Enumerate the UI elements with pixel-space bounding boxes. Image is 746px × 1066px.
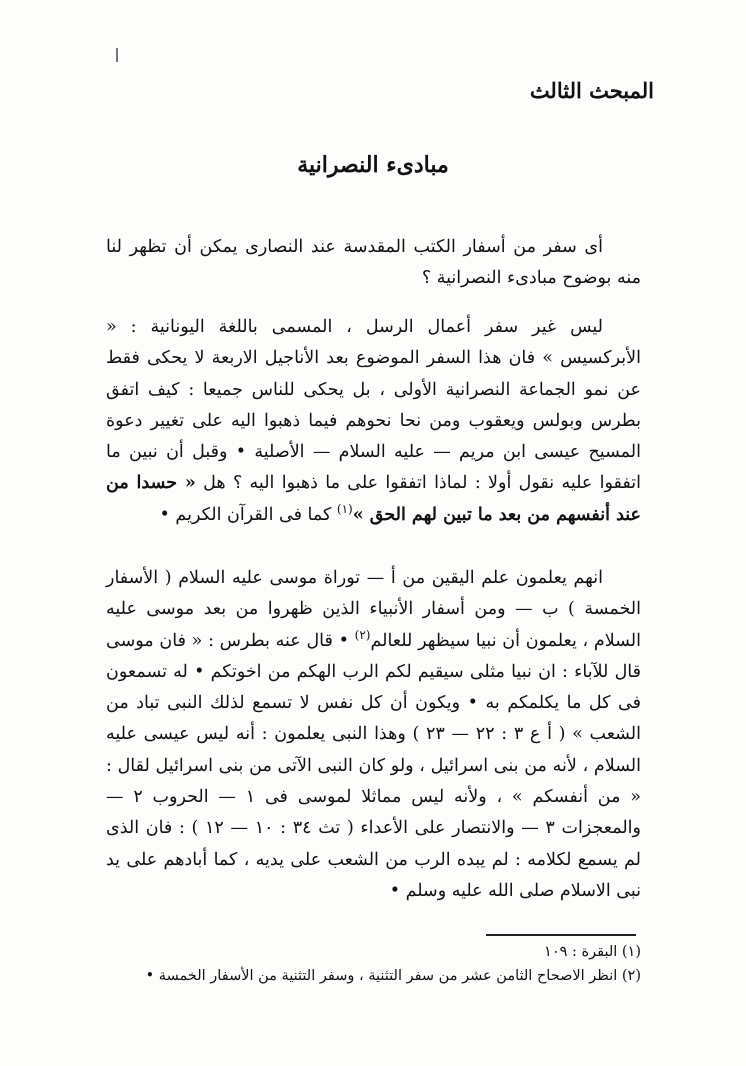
paragraph-question: أى سفر من أسفار الكتب المقدسة عند النصارى يمكن أن تظهر لنا منه بوضوح مبادىء النصرانية ؟ xyxy=(106,237,641,289)
footnote-divider xyxy=(486,934,636,936)
chapter-heading: المبحث الثالث xyxy=(529,78,654,103)
quran-quote: « حسدا من عند أنفسهم من بعد ما تبين لهم الحق » xyxy=(106,473,641,525)
paragraph-acts-text: ليس غير سفر أعمال الرسل ، المسمى باللغة اليونانية : « الأبركسيس » فان هذا السفر الموضوع بعد الأناجيل الاربعة لا يحكى فقط عن نمو الجماعة النصرانية الأولى ، بل يحكى للناس جميعا : كيف اتفق بطرس وبولس ويعقوب ومن نحا نحوهم فيما ذهبوا اليه على تغيير دعوة المسيح عيسى ابن مريم — عليه السلام — الأصلية • وقبل أن نبين ما اتفقوا عليه نقول أولا : لماذا اتفقوا على ما ذهبوا اليه ؟ هل xyxy=(106,317,641,494)
paragraph-prophet-text-a: انهم يعلمون علم اليقين من أ — توراة موسى عليه السلام ( الأسفار الخمسة ) ب — ومن أسفار الأنبياء الذين ظهروا من بعد موسى عليه السلام ، يعلمون أن نبيا سيظهر للعالم xyxy=(106,568,641,651)
footnote-ref-1: (١) xyxy=(336,501,353,516)
footnote-1: (١) البقرة : ١٠٩ xyxy=(544,944,641,960)
page-mark xyxy=(116,48,118,62)
paragraph-acts xyxy=(106,312,641,531)
paragraph-prophet xyxy=(106,563,641,907)
section-title: مبادىء النصرانية xyxy=(297,152,449,178)
footnote-2: (٢) انظر الاصحاح الثامن عشر من سفر التثنية ، وسفر التثنية من الأسفار الخمسة • xyxy=(145,968,641,984)
paragraph-acts-end: كما فى القرآن الكريم • xyxy=(159,504,332,525)
footnote-ref-2: (٢) xyxy=(354,627,371,642)
footnotes xyxy=(101,940,641,988)
paragraph-prophet-text-b: • قال عنه بطرس : « فان موسى قال للآباء : ان نبيا مثلى سيقيم لكم الرب الهكم من اخوتكم • له تسمعون فى كل ما يكلمكم به • ويكون أن كل نفس لا تسمع لذلك النبى تباد من الشعب » ( أ ع ٣ : ٢٢ — ٢٣ ) وهذا النبى يعلمون : أنه ليس عيسى عليه السلام ، لأنه من بنى اسرائيل ، ولو كان النبى الآتى من بنى اسرائيل لقال : « من أنفسكم » ، ولأنه ليس مماثلا لموسى فى ١ — الحروب ٢ — والمعجزات ٣ — والانتصار على الأعداء ( تث ٣٤ : ١٠ — ١٢ ) : فان الذى لم يسمع لكلامه : لم يبده الرب من الشعب على يديه ، كما أبادهم على يد نبى الاسلام صلى الله عليه وسلم • xyxy=(106,630,641,901)
